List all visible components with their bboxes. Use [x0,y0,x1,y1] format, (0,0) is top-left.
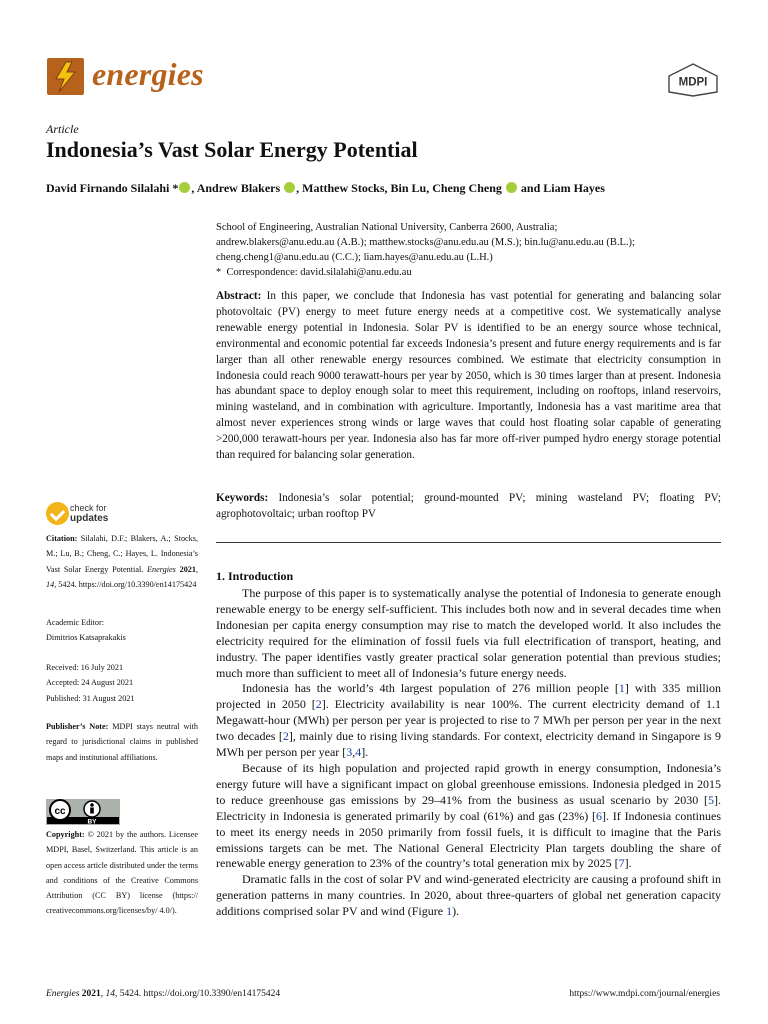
mdpi-logo-text: MDPI [678,76,708,89]
reference-link[interactable]: 2 [282,729,289,744]
author-name[interactable]: Cheng Cheng [432,181,502,195]
mdpi-logo[interactable] [666,62,720,98]
paragraph-text: Dramatic falls in the cost of solar PV and wind-generated electricity are causing a profound shift in generation patterns in many countries. In 2020, about three-quarters of global net generation capacity additions comprised solar PV and wind (Figure [216,872,721,919]
publisher-note [46,719,198,765]
reference-link[interactable]: 7 [618,856,625,871]
divider [216,542,721,543]
paragraph [216,872,721,920]
paragraph-text: ] with 335 million projected in 2050 [ [216,681,722,712]
section-heading: 1. Introduction [216,569,294,583]
academic-editor-name: Dimitrios Katsaprakakis [46,633,126,643]
citation-label: Citation: [46,534,78,543]
citation-year: 2021 [179,564,196,574]
journal-logo[interactable] [47,58,84,95]
footer-journal: Energies [46,989,80,999]
citation-doi[interactable]: , 5424. https://doi.org/10.3390/en14175424 [54,579,197,589]
copyright-label: Copyright: [46,830,85,839]
received-date: Received: 16 July 2021 [46,663,124,672]
abstract-text: In this paper, we conclude that Indonesia has vast potential for generating and balancing solar photovoltaic (PV) energy to meet future energy needs at a competitive cost. We systematically analyse renewable energy potential in Indonesia. Solar PV is identified to be an energy source whose technical, environmental and economic potential far exceeds Indonesia’s present and future energy requirements and is far larger than all other renewable energy resources combined. We estimate that electricity consumption in Indonesia could reach 9000 terawatt-hours per year by 2050, which is 30 times larger than at present. Indonesia has abundant space to deploy enough solar to meet this requirement, including on rooftops, inland reservoirs, mining wasteland, and in combination with agriculture. Importantly, Indonesia has a vast maritime area that almost never experiences strong winds or large waves that could host floating solar capable of generating >200,000 terawatt-hours per year. Indonesia also has far more off-river pumped hydro energy storage potential than required for balancing solar generation. [216,290,721,462]
copyright-text: © 2021 by the authors. Licensee MDPI, Basel, Switzerland. This article is an open access article distributed under the terms and conditions of the Creative Commons Attribution (CC BY) license (https:// creativecommons.org/licenses/by/ 4.0/). [46,830,199,916]
footer-doi[interactable]: , 5424. https://doi.org/10.3390/en14175424 [115,989,281,999]
check-for-label: check for [70,503,107,513]
orcid-icon[interactable] [284,182,295,193]
author-mark [280,181,283,195]
author-mark: * [169,181,179,195]
author-separator: , [426,181,433,195]
check-for-updates-text [70,503,108,524]
publisher-note-text: MDPI stays neutral with regard to jurisdictional claims in published maps and institutional affiliations. [46,722,199,762]
paragraph [216,586,721,681]
check-for-updates-badge[interactable] [46,502,156,528]
paragraph-text: ). [452,904,460,919]
reference-link[interactable]: 1 [446,904,453,919]
author-name[interactable]: Bin Lu [390,181,427,195]
updates-label: updates [70,513,109,524]
citation-journal: Energies [147,564,176,574]
paragraph [216,761,721,872]
author-separator: , [384,181,391,195]
footer-volume: 14 [105,989,116,999]
footer-journal-url[interactable]: https://www.mdpi.com/journal/energies [569,989,720,999]
affiliation-emails: andrew.blakers@anu.edu.au (A.B.); matthew.stocks@anu.edu.au (M.S.); bin.lu@anu.edu.au (B.L.); [216,237,635,248]
correspondence-mark: * [216,267,222,278]
publisher-note-label: Publisher’s Note: [46,722,109,731]
paragraph-text: ]. Electricity in Indonesia is generated primarily by coal (61%) and gas (23%) [ [216,792,721,823]
reference-link[interactable]: 4 [355,745,362,760]
affiliation-block [216,220,726,280]
paragraph-text: Because of its high population and projected rapid growth in energy consumption, Indonesia’s energy future will have a significant impact on global greenhouse emissions. Indonesia pledged in 2015 to reduce greenhouse gas emissions by 29–41% from the business as usual scenario by 2030 [ [216,760,721,807]
check-icon [46,502,69,525]
author-name[interactable]: Andrew Blakers [196,181,281,195]
reference-link[interactable]: 3 [346,745,353,760]
citation: Citation: Silalahi, D.F.; Blakers, A.; Stocks, M.; Lu, B.; Cheng, C.; Hayes, L. Indonesia’s Vast Solar Energy Potential. Energies 2021, 14, 5424. https://doi.org/10.3390/en14175424 [46,534,199,589]
footer-year: 2021 [81,989,101,999]
reference-link[interactable]: 2 [315,697,322,712]
author-name[interactable]: Liam Hayes [543,181,605,195]
orcid-icon[interactable] [179,182,190,193]
correspondence-email[interactable]: Correspondence: david.silalahi@anu.edu.au [226,267,412,278]
affiliation-emails: cheng.cheng1@anu.edu.au (C.C.); liam.hayes@anu.edu.au (L.H.) [216,252,493,263]
author-list [46,181,605,196]
cc-by-license-badge[interactable] [46,799,120,825]
paragraph-text: ]. [361,745,369,760]
paragraph-text: ]. If Indonesia continues to meet its energy needs in 2050 primarily from fossil fuels, it is difficult to imagine that the Paris emissions targets can be met. The National General Electricity Plan targets doubling the share of renewable energy generation to 23% of the country’s total generation mix by 2025 [ [216,808,721,871]
author-separator: , [296,181,303,195]
paragraph-text: ]. [624,856,632,871]
affiliation-line: School of Engineering, Australian National University, Canberra 2600, Australia; [216,222,558,233]
author-separator: and [517,181,544,195]
abstract [216,289,721,464]
accepted-date: Accepted: 24 August 2021 [46,678,134,688]
footer-citation: Energies 2021, 14, 5424. https://doi.org/10.3390/en14175424 [46,989,281,999]
keywords-label: Keywords: [216,492,269,504]
journal-name: energies [92,56,204,92]
lightning-icon [47,58,84,95]
citation-text: Silalahi, D.F.; Blakers, A.; Stocks, M.; Lu, B.; Cheng, C.; Hayes, L. Indonesia’s Vast Solar Energy Potential. [46,534,198,574]
correspondence [216,265,726,280]
introduction-body [216,586,721,920]
author-mark [502,181,505,195]
author-separator: , [191,181,197,195]
paragraph-text: ]. Electricity availability is near 100%. The current electricity demand of 1.1 Megawatt-hour (MWh) per person per year is projected to rise to 7 MWh per person per year in the next two decades [ [216,697,721,744]
reference-link[interactable]: 1 [618,681,625,696]
keywords [216,491,721,523]
citation-volume: 14 [46,579,55,589]
abstract-label: Abstract: [216,290,262,302]
paragraph-text: ], mainly due to rising living standards. For context, electricity demand in Singapore is 9 MWh per person per year [ [216,729,721,760]
paragraph [216,681,721,761]
author-name[interactable]: David Firnando Silalahi [46,181,170,195]
orcid-icon[interactable] [506,182,517,193]
copyright [46,827,198,919]
author-name[interactable]: Matthew Stocks [302,181,385,195]
svg-text:cc: cc [54,806,66,817]
paragraph-text: , [352,745,356,760]
cc-by-label: BY [87,818,97,825]
keywords-text: Indonesia’s solar potential; ground-mounted PV; mining wasteland PV; floating PV; agrophotovoltaic; urban rooftop PV [216,492,721,520]
academic-editor [46,615,198,646]
reference-link[interactable]: 5 [708,792,714,807]
publication-dates [46,660,198,706]
academic-editor-label: Academic Editor: [46,618,104,627]
published-date: Published: 31 August 2021 [46,693,135,703]
article-type: Article [46,122,79,136]
paragraph-text: Indonesia has the world’s 4th largest population of 276 million people [ [242,681,619,696]
paragraph-text: The purpose of this paper is to systematically analyse the potential of Indonesia to generate enough renewable energy to be energy self-sufficient. This includes both now and in several decades time when Indonesian per capita energy consumption may rise to match the developed world. It also includes the electricity required for the elimination of fossil fuels via full electrification of transport, heating, and industry. The paper identifies vastly greater practical solar generation potential than previous studies; much more than sufficient to meet all of Indonesia’s future energy needs. [216,586,721,680]
article-title: Indonesia’s Vast Solar Energy Potential [46,137,418,162]
reference-link[interactable]: 6 [596,808,602,823]
